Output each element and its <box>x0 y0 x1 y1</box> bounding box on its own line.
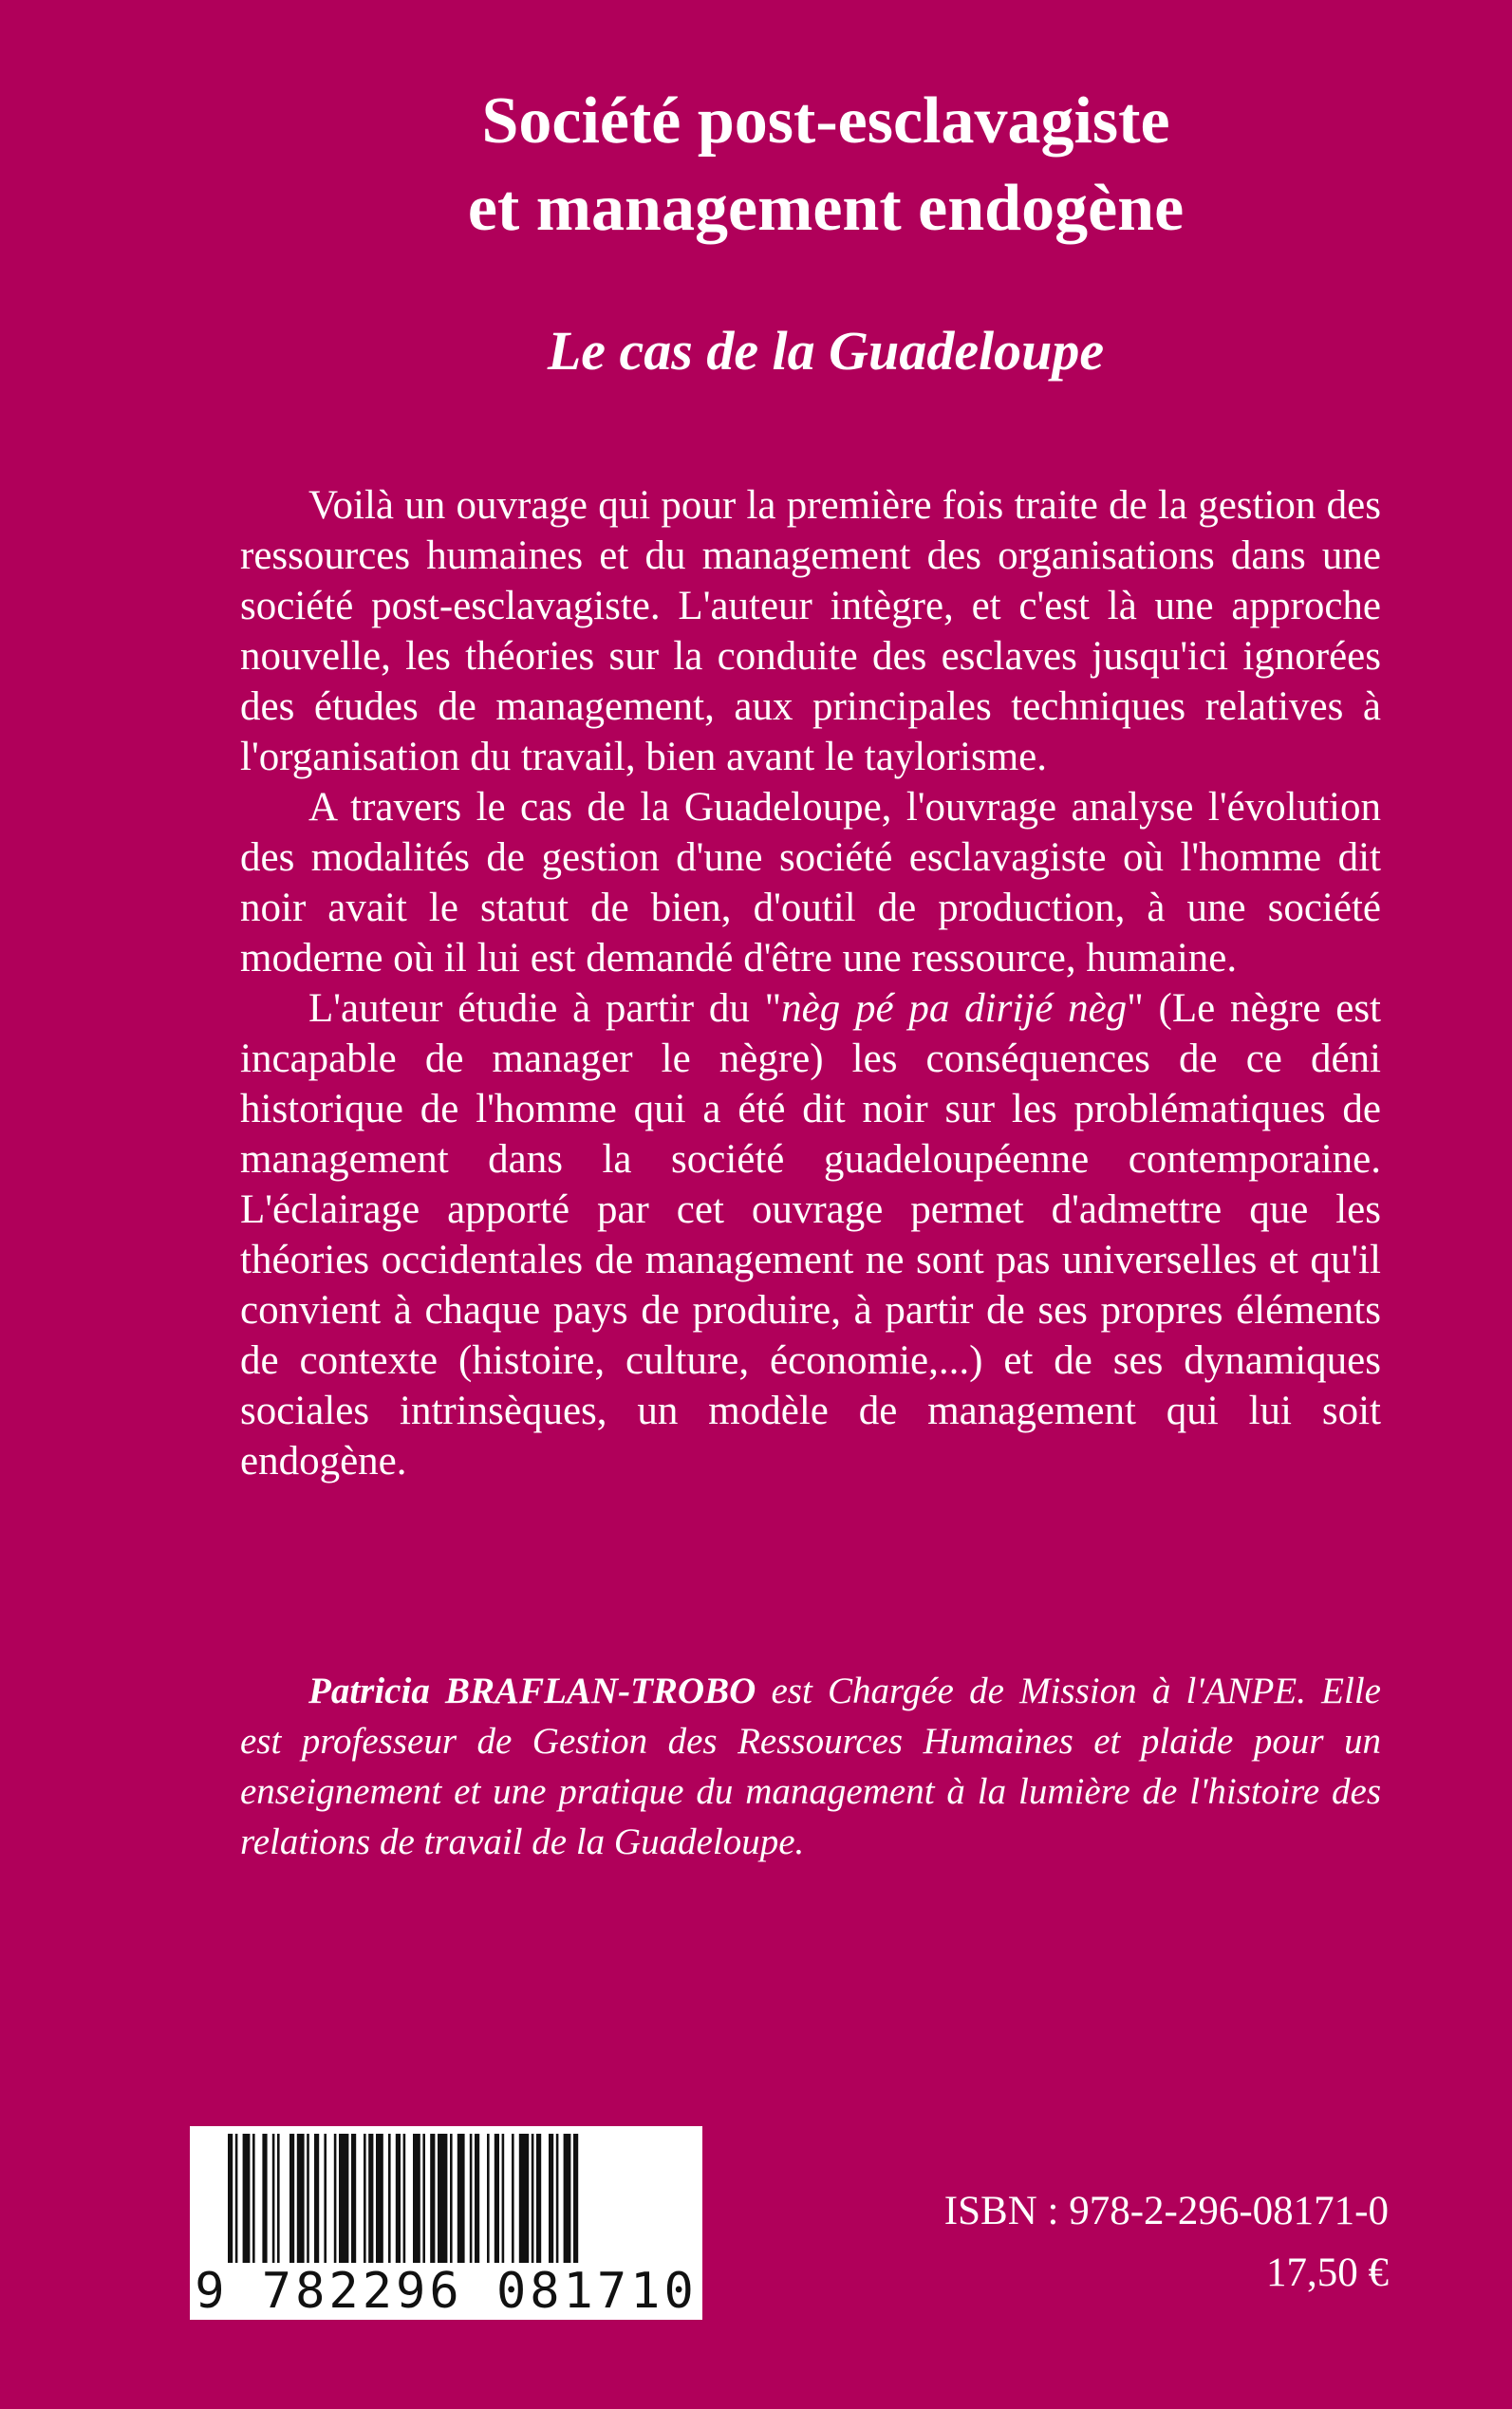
title-line-2: et management endogène <box>467 172 1185 245</box>
blurb <box>240 480 1381 1486</box>
barcode <box>190 2126 702 2320</box>
title-line-1: Société post-esclavagiste <box>481 84 1170 158</box>
creole-quote: nèg pé pa dirijé nèg <box>781 986 1128 1031</box>
blurb-p3-lead: L'auteur étudie à partir du " <box>308 986 782 1031</box>
isbn: ISBN : 978-2-296-08171-0 <box>943 2189 1389 2233</box>
author-bio-text: est Chargée de Mission à l'ANPE. Elle est professeur de Gestion des Ressources Humaines et plaide pour un enseignement et une pratique du management à la lumière de l'histoire des relations de travail de la Guadeloupe. <box>240 1671 1381 1862</box>
blurb-paragraph-2: A travers le cas de la Guadeloupe, l'ouvrage analyse l'évolution des modalités de gestion d'une société esclavagiste où l'homme dit noir avait le statut de bien, d'outil de production, à une société moderne où il lui est demandé d'être une ressource, humaine. <box>240 785 1381 980</box>
book-subtitle: Le cas de la Guadeloupe <box>547 320 1105 382</box>
barcode-digits: 9 782296 081710 <box>190 2263 702 2320</box>
blurb-paragraph-3 <box>240 983 1381 1486</box>
price: 17,50 € <box>1266 2250 1389 2295</box>
book-title <box>237 78 1414 252</box>
blurb-paragraph-1: Voilà un ouvrage qui pour la première fois traite de la gestion des ressources humaines et du management des organisations dans une société post-esclavagiste. L'auteur intègre, et c'est là une approche nouvelle, les théories sur la conduite des esclaves jusqu'ici ignorées des études de management, aux principales techniques relatives à l'organisation du travail, bien avant le taylorisme. <box>240 483 1381 779</box>
author-name: Patricia BRAFLAN-TROBO <box>308 1671 756 1711</box>
author-bio <box>240 1666 1381 1867</box>
barcode-bars <box>190 2126 702 2269</box>
blurb-p3-rest: " (Le nègre est incapable de manager le nègre) les conséquences de ce déni historique de l'homme qui a été dit noir sur les problématiques de management dans la société guadeloupéenne contemporaine. L'éclairage apporté par cet ouvrage permet d'admettre que les théories occidentales de management ne sont pas universelles et qu'il convient à chaque pays de produire, à partir de ses propres éléments de contexte (histoire, culture, économie,...) et de ses dynamiques sociales intrinsèques, un modèle de management qui lui soit endogène. <box>240 986 1381 1484</box>
